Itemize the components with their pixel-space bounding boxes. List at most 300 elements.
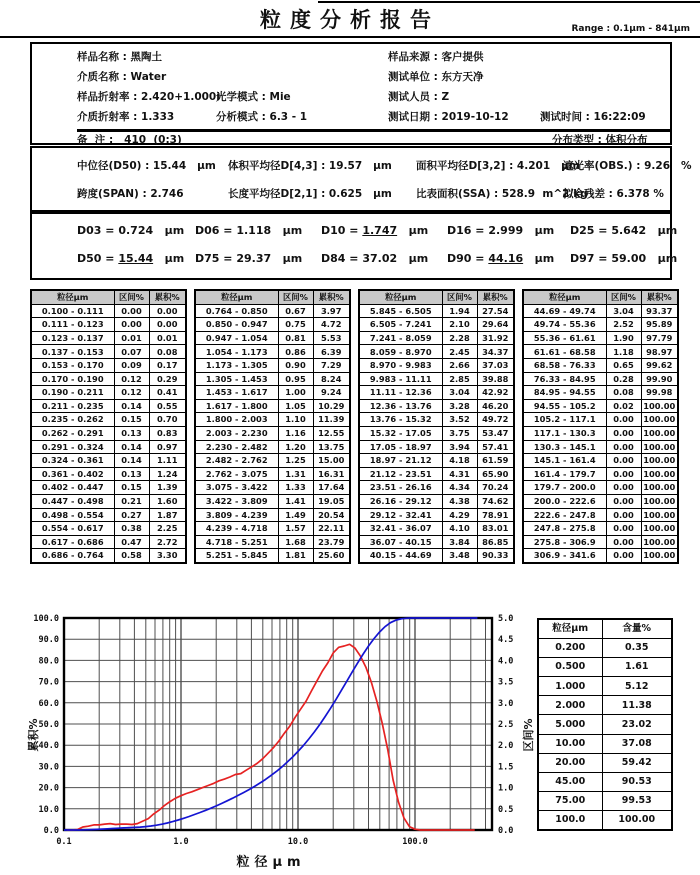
interval-cell: 1.41 <box>278 494 313 508</box>
size-range-cell: 275.8 - 306.9 <box>523 535 606 549</box>
interval-cell: 0.95 <box>278 372 313 386</box>
cumulative-cell: 1.11 <box>149 454 186 468</box>
cumulative-cell: 97.79 <box>641 331 678 345</box>
size-range-cell: 0.190 - 0.211 <box>31 386 114 400</box>
cumulative-cell: 57.41 <box>477 440 514 454</box>
interval-cell: 0.13 <box>114 426 149 440</box>
size-table-row <box>195 386 350 400</box>
interval-cell: 3.04 <box>442 386 477 400</box>
size-table-header: 累积% <box>149 290 186 304</box>
size-table-row <box>195 440 350 454</box>
size-range-cell: 0.211 - 0.235 <box>31 399 114 413</box>
interval-cell: 4.31 <box>442 467 477 481</box>
size-table-row <box>523 454 678 468</box>
d-values-box <box>30 212 678 280</box>
size-table-group <box>522 289 679 564</box>
y-left-tick: 100.0 <box>33 614 59 624</box>
interval-cell: 1.05 <box>278 399 313 413</box>
size-table-row <box>195 426 350 440</box>
size-range-cell: 6.505 - 7.241 <box>359 318 442 332</box>
size-table-row <box>195 413 350 427</box>
cumulative-cell: 90.33 <box>477 549 514 563</box>
size-range-cell: 145.1 - 161.4 <box>523 454 606 468</box>
size-range-cell: 0.153 - 0.170 <box>31 358 114 372</box>
content-table-header: 含量% <box>602 619 672 639</box>
size-table-row <box>31 440 186 454</box>
size-table-row <box>523 549 678 563</box>
size-range-cell: 94.55 - 105.2 <box>523 399 606 413</box>
cumulative-cell: 0.83 <box>149 426 186 440</box>
size-table-row <box>195 522 350 536</box>
cumulative-cell: 99.98 <box>641 386 678 400</box>
size-table-row <box>359 399 514 413</box>
field-analysis-mode: 分析模式 : 6.3 - 1 <box>216 111 308 123</box>
cumulative-cell: 3.97 <box>313 304 350 318</box>
size-table-row <box>195 304 350 318</box>
y-right-tick: 4.5 <box>498 635 514 646</box>
size-range-cell: 84.95 - 94.55 <box>523 386 606 400</box>
interval-cell: 1.94 <box>442 304 477 318</box>
size-table-row <box>359 508 514 522</box>
interval-cell: 0.90 <box>278 358 313 372</box>
interval-cell: 0.09 <box>114 358 149 372</box>
stat-span: 跨度(SPAN) : 2.746 <box>77 188 184 200</box>
size-table-header: 累积% <box>477 290 514 304</box>
cumulative-cell: 78.91 <box>477 508 514 522</box>
size-range-cell: 117.1 - 130.3 <box>523 426 606 440</box>
content-table-row <box>538 810 672 830</box>
field-sample-name: 样品名称 : 黑陶土 <box>77 51 163 63</box>
size-range-cell: 306.9 - 341.6 <box>523 549 606 563</box>
size-range-cell: 222.6 - 247.8 <box>523 508 606 522</box>
interval-cell: 0.07 <box>114 345 149 359</box>
size-range-cell: 55.36 - 61.61 <box>523 331 606 345</box>
size-table-row <box>195 358 350 372</box>
interval-cell: 0.28 <box>606 372 641 386</box>
cumulative-cell: 100.00 <box>641 413 678 427</box>
interval-cell: 3.48 <box>442 549 477 563</box>
size-range-cell: 7.241 - 8.059 <box>359 331 442 345</box>
y-left-tick: 60.0 <box>38 698 59 709</box>
size-range-cell: 4.239 - 4.718 <box>195 522 278 536</box>
size-table-group <box>194 289 351 564</box>
d-value-number: 1.747 <box>362 224 398 237</box>
interval-cell: 2.28 <box>442 331 477 345</box>
size-table-row <box>195 467 350 481</box>
size-table-header: 区间% <box>606 290 641 304</box>
size-table-row <box>195 372 350 386</box>
cumulative-cell: 86.85 <box>477 535 514 549</box>
size-table-row <box>195 318 350 332</box>
interval-cell: 0.67 <box>278 304 313 318</box>
size-table-row <box>195 549 350 563</box>
size-table-row <box>523 481 678 495</box>
size-table-header-row <box>195 290 350 304</box>
cumulative-cell: 3.30 <box>149 549 186 563</box>
size-table-row <box>359 481 514 495</box>
x-axis-label: 粒径μm <box>236 855 306 870</box>
stat-d32: 面积平均径D[3,2] : 4.201 μm <box>416 160 580 172</box>
x-tick: 1.0 <box>173 837 189 847</box>
d-value-number: 2.999 <box>488 224 524 237</box>
interval-cell: 0.58 <box>114 549 149 563</box>
size-table-row <box>195 535 350 549</box>
size-range-cell: 21.12 - 23.51 <box>359 467 442 481</box>
cumulative-cell: 0.97 <box>149 440 186 454</box>
cumulative-cell: 1.60 <box>149 494 186 508</box>
size-table-row <box>523 372 678 386</box>
interval-cell: 0.08 <box>606 386 641 400</box>
content-size-cell: 45.00 <box>538 772 602 791</box>
size-table-row <box>195 331 350 345</box>
cumulative-cell: 93.37 <box>641 304 678 318</box>
content-size-cell: 2.000 <box>538 696 602 715</box>
interval-cell: 1.31 <box>278 467 313 481</box>
d-value-number: 0.724 <box>118 224 154 237</box>
size-table-row <box>31 318 186 332</box>
size-range-cell: 200.0 - 222.6 <box>523 494 606 508</box>
size-range-cell: 13.76 - 15.32 <box>359 413 442 427</box>
cumulative-cell: 5.53 <box>313 331 350 345</box>
content-pct-cell: 99.53 <box>602 791 672 810</box>
size-range-cell: 0.111 - 0.123 <box>31 318 114 332</box>
size-table-row <box>31 535 186 549</box>
interval-cell: 0.15 <box>114 481 149 495</box>
size-table-row <box>31 508 186 522</box>
size-table-row <box>523 345 678 359</box>
size-range-cell: 0.686 - 0.764 <box>31 549 114 563</box>
interval-cell: 2.66 <box>442 358 477 372</box>
interval-cell: 3.75 <box>442 426 477 440</box>
size-table-row <box>31 494 186 508</box>
interval-curve <box>67 644 475 830</box>
d-value-number: 29.37 <box>236 252 272 265</box>
cumulative-cell: 6.39 <box>313 345 350 359</box>
page-title: 粒度分析报告 <box>260 8 440 32</box>
cumulative-cell: 2.25 <box>149 522 186 536</box>
size-table-row <box>195 494 350 508</box>
size-range-cell: 0.498 - 0.554 <box>31 508 114 522</box>
content-pct-cell: 23.02 <box>602 715 672 734</box>
cumulative-cell: 0.55 <box>149 399 186 413</box>
interval-cell: 1.68 <box>278 535 313 549</box>
size-table-row <box>31 399 186 413</box>
stat-median: 中位径(D50) : 15.44 μm <box>77 160 216 172</box>
content-size-cell: 100.0 <box>538 810 602 830</box>
content-size-cell: 75.00 <box>538 791 602 810</box>
size-table-row <box>523 426 678 440</box>
y-left-tick: 70.0 <box>38 677 59 688</box>
y-left-tick: 80.0 <box>38 656 59 667</box>
size-range-cell: 76.33 - 84.95 <box>523 372 606 386</box>
size-range-cell: 17.05 - 18.97 <box>359 440 442 454</box>
size-range-cell: 2.482 - 2.762 <box>195 454 278 468</box>
interval-cell: 3.94 <box>442 440 477 454</box>
cumulative-cell: 29.64 <box>477 318 514 332</box>
size-range-cell: 0.554 - 0.617 <box>31 522 114 536</box>
size-table-header-row <box>359 290 514 304</box>
interval-cell: 4.29 <box>442 508 477 522</box>
size-table-row <box>31 358 186 372</box>
interval-cell: 0.00 <box>606 467 641 481</box>
size-table-row <box>359 372 514 386</box>
content-size-cell: 5.000 <box>538 715 602 734</box>
field-remark: 备 注 : 410 (0:3) <box>77 134 182 146</box>
field-test-date: 测试日期 : 2019-10-12 <box>388 111 509 123</box>
cumulative-cell: 11.39 <box>313 413 350 427</box>
size-table-row <box>523 331 678 345</box>
interval-cell: 0.13 <box>114 467 149 481</box>
statistics-box <box>30 146 692 212</box>
size-table-row <box>31 331 186 345</box>
size-table-header: 区间% <box>278 290 313 304</box>
size-table-header-row <box>523 290 678 304</box>
interval-cell: 1.00 <box>278 386 313 400</box>
content-table-row <box>538 696 672 715</box>
field-medium-ri: 介质折射率 : 1.333 <box>77 111 175 123</box>
interval-cell: 0.15 <box>114 413 149 427</box>
cumulative-cell: 100.00 <box>641 426 678 440</box>
d-value-d06: D06 = 1.118 μm <box>195 224 303 237</box>
d-value-number: 15.44 <box>118 252 154 265</box>
y-axis-right-label: 区间% <box>522 718 535 752</box>
content-pct-cell: 59.42 <box>602 753 672 772</box>
interval-cell: 3.84 <box>442 535 477 549</box>
size-range-cell: 247.8 - 275.8 <box>523 522 606 536</box>
size-range-cell: 0.123 - 0.137 <box>31 331 114 345</box>
interval-cell: 3.04 <box>606 304 641 318</box>
size-table-row <box>359 304 514 318</box>
x-tick: 10.0 <box>287 837 309 847</box>
size-table-header: 粒径μm <box>195 290 278 304</box>
size-range-cell: 8.970 - 9.983 <box>359 358 442 372</box>
cumulative-cell: 15.00 <box>313 454 350 468</box>
interval-cell: 0.00 <box>606 508 641 522</box>
size-table-row <box>523 399 678 413</box>
interval-cell: 0.00 <box>606 535 641 549</box>
content-table-row <box>538 734 672 753</box>
cumulative-cell: 19.05 <box>313 494 350 508</box>
d-value-number: 37.02 <box>362 252 398 265</box>
interval-cell: 3.52 <box>442 413 477 427</box>
y-right-tick: 1.0 <box>498 783 514 794</box>
size-range-cell: 3.809 - 4.239 <box>195 508 278 522</box>
content-table-row <box>538 639 672 658</box>
interval-cell: 1.20 <box>278 440 313 454</box>
y-right-tick: 4.0 <box>498 656 514 667</box>
size-table-row <box>31 372 186 386</box>
interval-cell: 0.27 <box>114 508 149 522</box>
size-range-cell: 0.100 - 0.111 <box>31 304 114 318</box>
size-table-row <box>359 345 514 359</box>
size-range-cell: 0.324 - 0.361 <box>31 454 114 468</box>
d-value-d10: D10 = 1.747 μm <box>321 224 429 237</box>
field-test-time: 测试时间 : 16:22:09 <box>540 111 646 123</box>
interval-cell: 4.38 <box>442 494 477 508</box>
content-pct-cell: 1.61 <box>602 658 672 677</box>
cumulative-cell: 42.92 <box>477 386 514 400</box>
size-range-cell: 1.054 - 1.173 <box>195 345 278 359</box>
interval-cell: 0.14 <box>114 440 149 454</box>
size-range-cell: 32.41 - 36.07 <box>359 522 442 536</box>
cumulative-cell: 37.03 <box>477 358 514 372</box>
size-table-header: 累积% <box>313 290 350 304</box>
size-range-cell: 3.422 - 3.809 <box>195 494 278 508</box>
stat-d43: 体积平均径D[4,3] : 19.57 μm <box>228 160 392 172</box>
cumulative-cell: 0.00 <box>149 304 186 318</box>
stat-d21: 长度平均径D[2,1] : 0.625 μm <box>228 188 392 200</box>
size-table-row <box>31 549 186 563</box>
content-table-row <box>538 677 672 696</box>
field-medium-name: 介质名称 : Water <box>77 71 167 83</box>
cumulative-cell: 7.29 <box>313 358 350 372</box>
sample-info-box <box>30 42 672 145</box>
size-table-row <box>523 508 678 522</box>
size-range-cell: 0.291 - 0.324 <box>31 440 114 454</box>
size-range-cell: 0.170 - 0.190 <box>31 372 114 386</box>
cumulative-cell: 9.24 <box>313 386 350 400</box>
stat-residual: 拟合残差 : 6.378 % <box>563 188 664 200</box>
cumulative-cell: 100.00 <box>641 481 678 495</box>
content-pct-cell: 11.38 <box>602 696 672 715</box>
size-table-row <box>523 318 678 332</box>
size-range-cell: 0.137 - 0.153 <box>31 345 114 359</box>
cumulative-cell: 0.41 <box>149 386 186 400</box>
cumulative-cell: 100.00 <box>641 454 678 468</box>
cumulative-cell: 13.75 <box>313 440 350 454</box>
cumulative-cell: 74.62 <box>477 494 514 508</box>
size-table-row <box>359 440 514 454</box>
cumulative-cell: 61.59 <box>477 454 514 468</box>
cumulative-cell: 31.92 <box>477 331 514 345</box>
d-value-number: 59.00 <box>611 252 647 265</box>
interval-cell: 4.10 <box>442 522 477 536</box>
size-table-row <box>359 413 514 427</box>
cumulative-cell: 23.79 <box>313 535 350 549</box>
cumulative-cell: 100.00 <box>641 494 678 508</box>
content-table-row <box>538 753 672 772</box>
cumulative-cell: 27.54 <box>477 304 514 318</box>
y-axis-left-label: 累积% <box>27 718 40 752</box>
cumulative-cell: 1.39 <box>149 481 186 495</box>
size-table-row <box>195 508 350 522</box>
size-table-row <box>523 358 678 372</box>
size-range-cell: 26.16 - 29.12 <box>359 494 442 508</box>
size-range-cell: 161.4 - 179.7 <box>523 467 606 481</box>
size-range-cell: 40.15 - 44.69 <box>359 549 442 563</box>
interval-cell: 0.00 <box>114 304 149 318</box>
cumulative-cell: 17.64 <box>313 481 350 495</box>
range-label: Range : 0.1μm - 841μm <box>571 24 690 34</box>
interval-cell: 0.21 <box>114 494 149 508</box>
d-value-d90: D90 = 44.16 μm <box>447 252 555 265</box>
cumulative-cell: 100.00 <box>641 522 678 536</box>
cumulative-cell: 34.37 <box>477 345 514 359</box>
interval-cell: 0.02 <box>606 399 641 413</box>
content-pct-cell: 37.08 <box>602 734 672 753</box>
size-range-cell: 0.617 - 0.686 <box>31 535 114 549</box>
chart-svg <box>18 608 524 874</box>
size-table-row <box>31 467 186 481</box>
interval-cell: 0.75 <box>278 318 313 332</box>
size-table-row <box>359 426 514 440</box>
y-right-tick: 1.5 <box>498 762 514 773</box>
size-range-cell: 0.402 - 0.447 <box>31 481 114 495</box>
interval-cell: 1.18 <box>606 345 641 359</box>
interval-cell: 1.33 <box>278 481 313 495</box>
d-value-number: 5.642 <box>611 224 647 237</box>
size-table-row <box>523 467 678 481</box>
size-range-cell: 9.983 - 11.11 <box>359 372 442 386</box>
size-range-cell: 23.51 - 26.16 <box>359 481 442 495</box>
cumulative-cell: 100.00 <box>641 399 678 413</box>
size-range-cell: 1.453 - 1.617 <box>195 386 278 400</box>
cumulative-cell: 83.01 <box>477 522 514 536</box>
size-range-cell: 1.617 - 1.800 <box>195 399 278 413</box>
size-range-cell: 0.262 - 0.291 <box>31 426 114 440</box>
size-table-row <box>195 481 350 495</box>
size-range-cell: 44.69 - 49.74 <box>523 304 606 318</box>
size-table-row <box>195 345 350 359</box>
cumulative-cell: 0.01 <box>149 331 186 345</box>
y-left-tick: 10.0 <box>38 804 59 815</box>
size-table-row <box>523 304 678 318</box>
interval-cell: 0.12 <box>114 372 149 386</box>
cumulative-cell: 2.72 <box>149 535 186 549</box>
size-table-row <box>195 454 350 468</box>
field-tester: 测试人员 : Z <box>388 91 450 103</box>
content-table-header-row <box>538 619 672 639</box>
cumulative-cell: 16.31 <box>313 467 350 481</box>
size-table-row <box>359 331 514 345</box>
size-table-row <box>359 386 514 400</box>
size-range-cell: 0.361 - 0.402 <box>31 467 114 481</box>
interval-cell: 0.81 <box>278 331 313 345</box>
interval-cell: 0.65 <box>606 358 641 372</box>
interval-cell: 0.00 <box>606 522 641 536</box>
interval-cell: 0.01 <box>114 331 149 345</box>
interval-cell: 2.10 <box>442 318 477 332</box>
y-right-tick: 3.0 <box>498 698 514 709</box>
interval-cell: 0.12 <box>114 386 149 400</box>
size-range-cell: 3.075 - 3.422 <box>195 481 278 495</box>
interval-cell: 0.38 <box>114 522 149 536</box>
interval-cell: 0.14 <box>114 454 149 468</box>
size-range-cell: 49.74 - 55.36 <box>523 318 606 332</box>
content-table <box>537 618 673 831</box>
size-table-row <box>523 522 678 536</box>
cumulative-cell: 46.20 <box>477 399 514 413</box>
cumulative-cell: 100.00 <box>641 440 678 454</box>
content-table-header: 粒径μm <box>538 619 602 639</box>
d-value-d16: D16 = 2.999 μm <box>447 224 555 237</box>
size-range-cell: 2.003 - 2.230 <box>195 426 278 440</box>
interval-cell: 0.47 <box>114 535 149 549</box>
interval-cell: 1.90 <box>606 331 641 345</box>
d-value-d75: D75 = 29.37 μm <box>195 252 303 265</box>
field-dist-type: 分布类型 : 体积分布 <box>552 134 648 146</box>
cumulative-cell: 0.29 <box>149 372 186 386</box>
header-rule <box>0 36 700 38</box>
field-sample-source: 样品来源 : 客户提供 <box>388 51 484 63</box>
interval-cell: 1.81 <box>278 549 313 563</box>
interval-cell: 1.49 <box>278 508 313 522</box>
cumulative-cell: 1.24 <box>149 467 186 481</box>
d-value-d97: D97 = 59.00 μm <box>570 252 678 265</box>
content-table-row <box>538 658 672 677</box>
size-table-row <box>523 440 678 454</box>
field-sample-ri: 样品折射率 : 2.420+1.000i <box>77 91 220 103</box>
